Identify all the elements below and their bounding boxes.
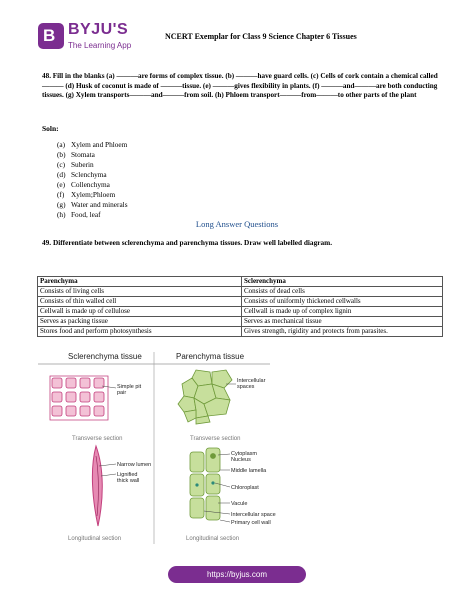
table-cell: Stores food and perform photosynthesis xyxy=(38,327,242,337)
table-cell: Gives strength, rigidity and protects from parasites. xyxy=(242,327,443,337)
table-row xyxy=(38,317,443,327)
label-longitudinal-left: Longitudinal section xyxy=(68,536,122,542)
list-item: (b) Stomata xyxy=(57,150,95,159)
table-cell: Consists of living cells xyxy=(38,287,242,297)
label-intercellular-spaces: Intercellular xyxy=(237,378,266,384)
table-header: Sclerenchyma xyxy=(242,277,443,287)
table-row xyxy=(38,307,443,317)
label-simple-pit: Simple pit xyxy=(117,384,142,390)
label-nucleus: Nucleus xyxy=(231,457,251,463)
list-item: (a) Xylem and Phloem xyxy=(57,140,128,149)
byjus-logo xyxy=(38,21,132,57)
list-item: (d) Sclenchyma xyxy=(57,170,107,179)
tissue-diagram xyxy=(38,348,276,548)
label-cytoplasm: Cytoplasm xyxy=(231,451,257,457)
page-title: NCERT Exemplar for Class 9 Science Chapter 6 Tissues xyxy=(165,32,357,41)
table-header: Parenchyma xyxy=(38,277,242,287)
list-item: (h) Food, leaf xyxy=(57,210,101,219)
list-item: (c) Suberin xyxy=(57,160,94,169)
label-vacuole: Vacule xyxy=(231,501,248,507)
label-intercellular-spaces-2: spaces xyxy=(237,384,255,390)
list-item: (e) Collenchyma xyxy=(57,180,110,189)
table-cell: Cellwall is made up of cellulose xyxy=(38,307,242,317)
label-thick-wall: thick wall xyxy=(117,478,140,484)
question-48: 48. Fill in the blanks (a) ———are forms of complex tissue. (b) ———have guard cells. (c) Cells of cork contain a chemical called——— (d) Husk of coconut is made of ———tissue. (e) ———gives flexibility in plants. (f) ———and———are both conducting tissues. (g) Xylem transports———and———from soil. (h) Phloem transport———from———to other parts of the plant xyxy=(42,72,438,99)
table-row xyxy=(38,327,443,337)
section-title: Long Answer Questions xyxy=(195,219,279,229)
comparison-table xyxy=(37,276,443,337)
table-cell: Serves as packing tissue xyxy=(38,317,242,327)
table-row xyxy=(38,287,443,297)
label-transverse-left: Transverse section xyxy=(72,436,123,442)
logo-tagline: The Learning App xyxy=(68,41,132,50)
footer-url[interactable]: https://byjus.com xyxy=(168,566,306,583)
label-middle-lamella: Middle lamella xyxy=(231,468,267,474)
table-cell: Consists of dead cells xyxy=(242,287,443,297)
table-cell: Consists of thin walled cell xyxy=(38,297,242,307)
logo-mark: B xyxy=(38,23,64,49)
pointer-line xyxy=(220,520,230,522)
label-intercellular-space: Intercellular space xyxy=(231,512,276,518)
table-row xyxy=(38,297,443,307)
label-lignified: Lignified xyxy=(117,472,138,478)
label-simple-pit-pair: pair xyxy=(117,390,127,396)
diagram-title-sclerenchyma: Sclerenchyma tissue xyxy=(68,352,142,361)
question-49: 49. Differentiate between sclerenchyma and parenchyma tissues. Draw well labelled diagram. xyxy=(42,238,333,247)
label-longitudinal-right: Longitudinal section xyxy=(186,536,240,542)
pointer-line xyxy=(101,474,116,476)
label-chloroplast: Chloroplast xyxy=(231,485,259,491)
logo-name: BYJU'S xyxy=(68,21,129,38)
pointer-line xyxy=(99,464,116,466)
sclerenchyma-longitudinal xyxy=(92,446,102,526)
label-transverse-right: Transverse section xyxy=(190,436,241,442)
list-item: (f) Xylem;Phloem xyxy=(57,190,116,199)
table-cell: Consists of uniformly thickened cellwalls xyxy=(242,297,443,307)
label-primary-wall: Primary cell wall xyxy=(231,520,271,526)
sclerenchyma-transverse xyxy=(50,376,110,428)
list-item: (g) Water and minerals xyxy=(57,200,128,209)
table-cell: Serves as mechanical tissue xyxy=(242,317,443,327)
parenchyma-transverse xyxy=(178,370,232,424)
table-header-row xyxy=(38,277,443,287)
table-cell: Cellwall is made up of complex lignin xyxy=(242,307,443,317)
parenchyma-longitudinal xyxy=(190,448,220,520)
diagram-title-parenchyma: Parenchyma tissue xyxy=(176,352,245,361)
label-narrow-lumen: Narrow lumen xyxy=(117,462,152,468)
answer-list xyxy=(57,140,128,220)
solution-label: Soln: xyxy=(42,124,59,133)
